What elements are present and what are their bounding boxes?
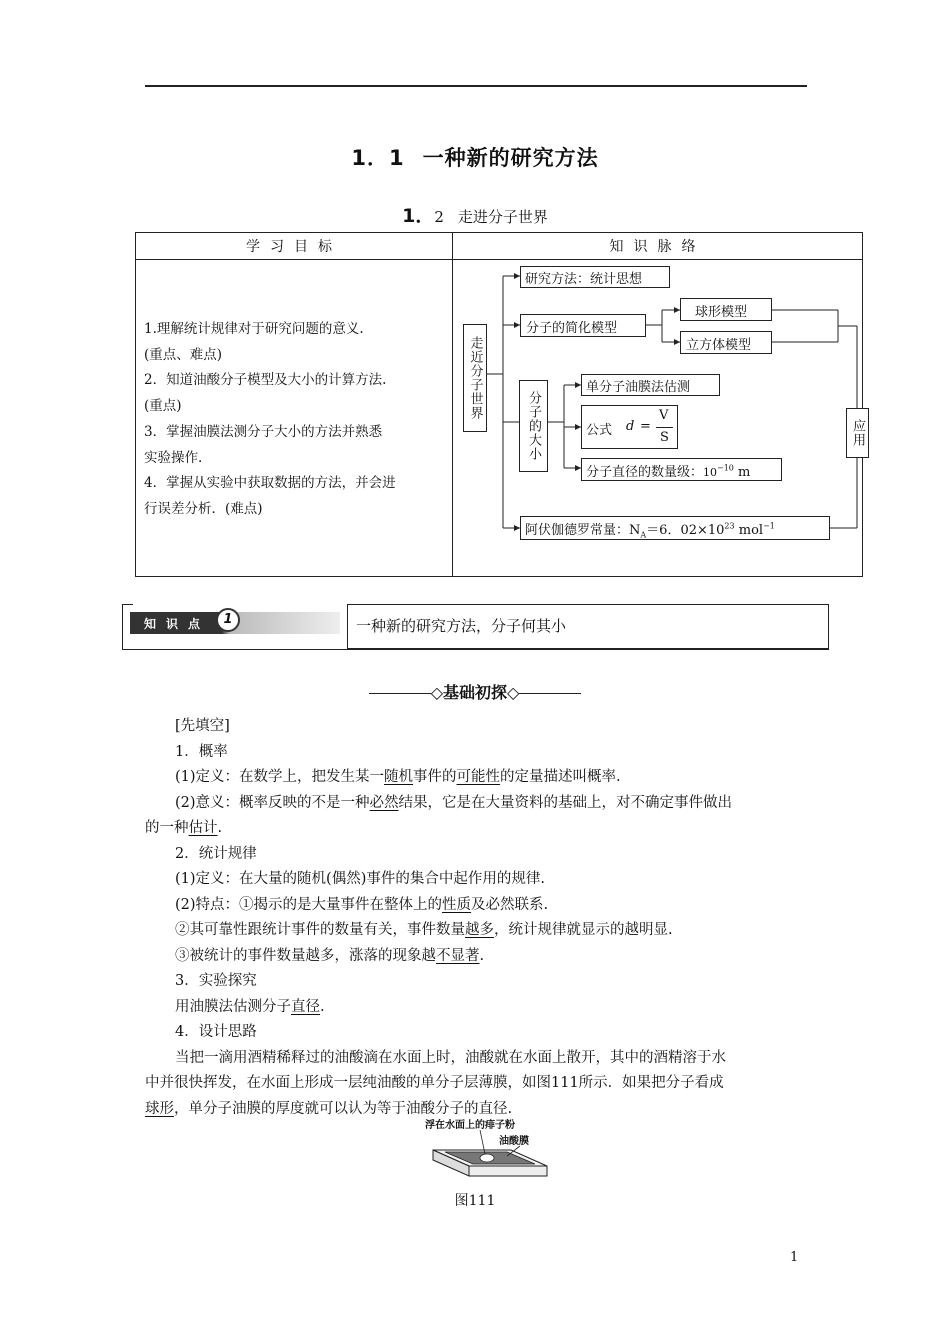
diagram-sphere: 球形模型: [680, 298, 772, 321]
table-head-goals: 学习目标: [246, 239, 342, 255]
knowledge-point-banner: [122, 604, 829, 651]
goal-line: (重点): [144, 398, 182, 415]
knowledge-point-content: 一种新的研究方法，分子何其小: [347, 604, 829, 649]
paragraph: 中并很快挥发，在水面上形成一层纯油酸的单分子层薄膜，如图111所示．如果把分子看成: [145, 1075, 724, 1091]
subtitle-number-big: 1．: [402, 205, 435, 227]
figure-caption: 图111: [454, 1193, 496, 1209]
formula-eq: =: [640, 419, 651, 434]
goal-line: 4．掌握从实验中获取数据的方法，并会进: [144, 475, 396, 492]
goal-line: 行误差分析．(难点): [144, 500, 263, 517]
paragraph: (2)特点：①揭示的是大量事件在整体上的性质及必然联系.: [175, 896, 549, 913]
goal-line: 1.理解统计规律对于研究问题的意义.: [144, 321, 364, 337]
diagram-apply: 应用: [846, 408, 869, 458]
badge-label: 知识点: [144, 617, 211, 631]
diagram-method: 研究方法：统计思想: [520, 266, 670, 288]
order-exp: −10: [717, 463, 734, 473]
fill-blank-label: [先填空]: [175, 718, 230, 734]
paragraph: 球形，单分子油膜的厚度就可以认为等于油酸分子的直径.: [145, 1100, 513, 1117]
paragraph: ③被统计的事件数量越多，涨落的现象越不显著.: [175, 947, 485, 964]
subtitle-number-small: 2: [434, 208, 444, 226]
diagram-size: 分子的大小: [519, 380, 548, 472]
diagram-root: 走近分子世界: [463, 324, 487, 432]
formula-bar: [656, 427, 673, 428]
avogadro-exp: 23: [724, 521, 735, 531]
diagram-model: 分子的简化模型: [520, 314, 646, 337]
avogadro-symbol: N: [629, 523, 641, 538]
goal-line: 2．知道油酸分子模型及大小的计算方法.: [144, 372, 387, 389]
knowledge-diagram-lines: [0, 0, 950, 600]
figure-label-powder: 浮在水面上的痱子粉: [425, 1120, 515, 1131]
diagram-formula: [581, 405, 678, 449]
diagram-avogadro: [520, 516, 830, 540]
avogadro-sub: A: [640, 530, 647, 540]
paragraph: (1)定义：在数学上，把发生某一随机事件的可能性的定量描述叫概率.: [175, 769, 621, 785]
order-base: 10: [703, 466, 718, 479]
formula-var: d: [626, 419, 635, 434]
paragraph: 用油膜法估测分子直径.: [175, 998, 325, 1015]
paragraph: 当把一滴用酒精稀释过的油酸滴在水面上时，油酸就在水面上散开，其中的酒精溶于水: [175, 1049, 726, 1066]
figure-oil-film: [425, 1116, 555, 1186]
formula-denominator: S: [660, 430, 669, 445]
avogadro-value: ＝6．02×10: [646, 523, 725, 538]
page-number: 1: [790, 1250, 799, 1265]
knowledge-point-number: 1: [216, 608, 240, 632]
goal-line: 实验操作.: [144, 449, 203, 466]
section-heading: [0, 680, 950, 703]
section-title: 2．统计规律: [175, 845, 257, 862]
order-prefix: 分子直径的数量级：: [586, 465, 704, 480]
avogadro-prefix: 阿伏伽德罗常量：: [525, 523, 630, 538]
title-text: 一种新的研究方法: [422, 146, 599, 170]
title-number: 1．1: [351, 146, 405, 170]
diagram-cube: 立方体模型: [680, 331, 772, 354]
paragraph: (2)意义：概率反映的不是一种必然结果，它是在大量资料的基础上，对不确定事件做出: [175, 794, 733, 811]
section-title: 3．实验探究: [175, 973, 257, 989]
section-title: 1．概率: [175, 743, 228, 760]
goal-line: 3．掌握油膜法测分子大小的方法并熟悉: [144, 423, 383, 440]
diagram-film: 单分子油膜法估测: [581, 374, 720, 396]
paragraph: 的一种估计.: [145, 820, 223, 836]
section-heading-text: ◇基础初探◇: [430, 683, 520, 702]
avogadro-unit: mol: [738, 523, 764, 538]
avogadro-unit-exp: −1: [763, 521, 775, 531]
diagram-order: [581, 458, 782, 481]
order-unit: m: [738, 465, 751, 480]
paragraph: (1)定义：在大量的随机(偶然)事件的集合中起作用的规律.: [175, 871, 545, 887]
subtitle-text: 走进分子世界: [457, 208, 548, 226]
paragraph: ②其可靠性跟统计事件的数量有关，事件数量越多，统计规律就显示的越明显.: [175, 922, 673, 938]
formula-prefix: 公式: [586, 423, 613, 438]
figure-label-film: 油酸膜: [499, 1136, 529, 1147]
table-head-context: 知识脉络: [609, 239, 706, 255]
goal-line: (重点、难点): [144, 346, 223, 363]
formula-numerator: V: [659, 408, 669, 423]
body-text: [145, 714, 809, 1122]
section-title: 4．设计思路: [175, 1024, 257, 1040]
